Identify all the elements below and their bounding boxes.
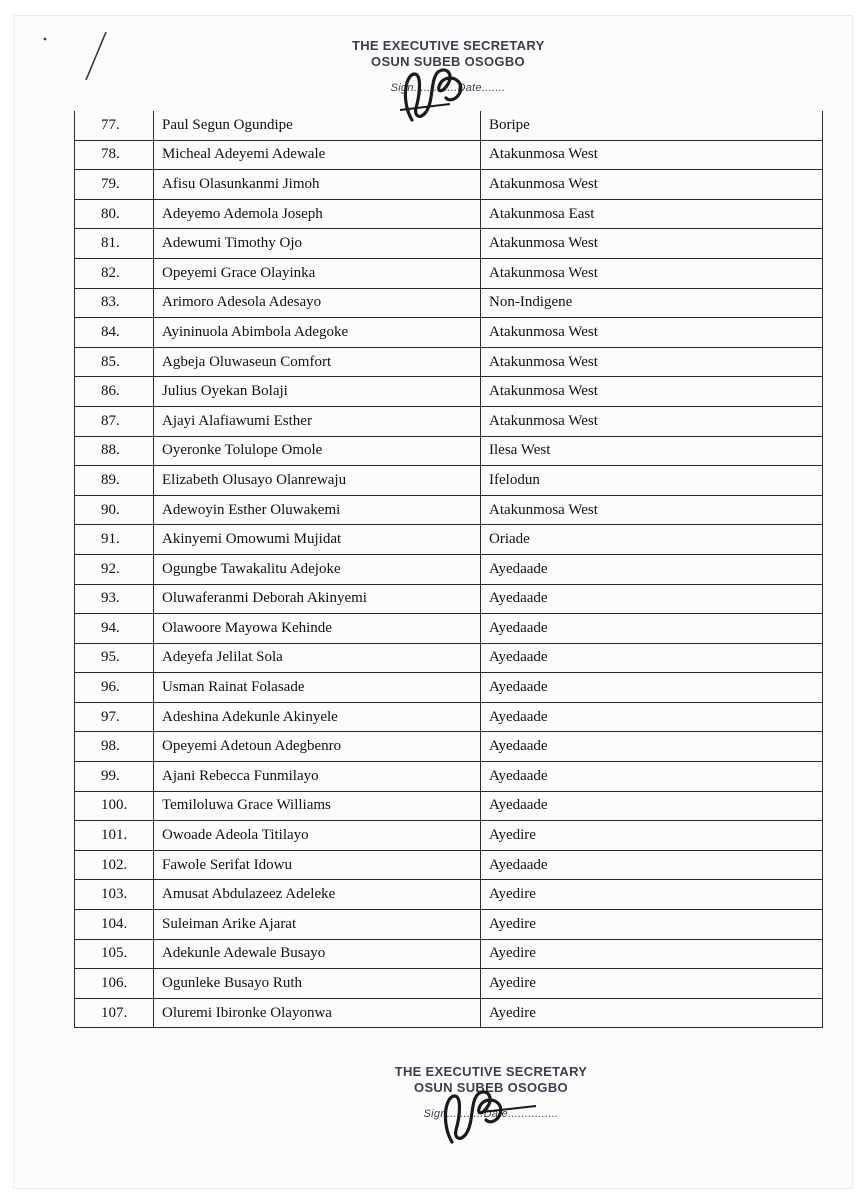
local-government: Ayedire: [481, 821, 823, 851]
table-row: [75, 702, 823, 732]
row-number: 81.: [75, 229, 154, 259]
row-number: 77.: [75, 111, 154, 140]
table-row: [75, 525, 823, 555]
table-row: [75, 229, 823, 259]
local-government: Ayedaade: [481, 702, 823, 732]
table-row: [75, 791, 823, 821]
row-number: 78.: [75, 140, 154, 170]
local-government: Boripe: [481, 111, 823, 140]
local-government: Oriade: [481, 525, 823, 555]
table-row: [75, 732, 823, 762]
person-name: Suleiman Arike Ajarat: [154, 910, 481, 940]
row-number: 86.: [75, 377, 154, 407]
table-row: [75, 821, 823, 851]
local-government: Ilesa West: [481, 436, 823, 466]
local-government: Ayedire: [481, 939, 823, 969]
table-row: [75, 288, 823, 318]
person-name: Ayininuola Abimbola Adegoke: [154, 318, 481, 348]
person-name: Oluwaferanmi Deborah Akinyemi: [154, 584, 481, 614]
table-row: [75, 643, 823, 673]
row-number: 103.: [75, 880, 154, 910]
local-government: Atakunmosa West: [481, 495, 823, 525]
local-government: Atakunmosa West: [481, 258, 823, 288]
person-name: Owoade Adeola Titilayo: [154, 821, 481, 851]
row-number: 89.: [75, 466, 154, 496]
row-number: 88.: [75, 436, 154, 466]
person-name: Temiloluwa Grace Williams: [154, 791, 481, 821]
person-name: Opeyemi Grace Olayinka: [154, 258, 481, 288]
signature-bottom: [432, 1086, 542, 1146]
local-government: Atakunmosa East: [481, 199, 823, 229]
table-row: [75, 318, 823, 348]
local-government: Atakunmosa West: [481, 170, 823, 200]
table-row: [75, 762, 823, 792]
table-row: [75, 584, 823, 614]
table-row: [75, 466, 823, 496]
row-number: 90.: [75, 495, 154, 525]
table-row: [75, 347, 823, 377]
person-name: Ajani Rebecca Funmilayo: [154, 762, 481, 792]
local-government: Ayedaade: [481, 850, 823, 880]
stamp-title: THE EXECUTIVE SECRETARY: [394, 1064, 588, 1079]
person-name: Afisu Olasunkanmi Jimoh: [154, 170, 481, 200]
row-number: 83.: [75, 288, 154, 318]
row-number: 98.: [75, 732, 154, 762]
local-government: Atakunmosa West: [481, 140, 823, 170]
local-government: Atakunmosa West: [481, 347, 823, 377]
local-government: Atakunmosa West: [481, 229, 823, 259]
person-name: Olawoore Mayowa Kehinde: [154, 614, 481, 644]
person-name: Oluremi Ibironke Olayonwa: [154, 998, 481, 1028]
row-number: 102.: [75, 850, 154, 880]
local-government: Ayedire: [481, 880, 823, 910]
person-name: Opeyemi Adetoun Adegbenro: [154, 732, 481, 762]
row-number: 101.: [75, 821, 154, 851]
person-name: Adeyemo Ademola Joseph: [154, 199, 481, 229]
table-row: [75, 910, 823, 940]
table-row: [75, 140, 823, 170]
row-number: 80.: [75, 199, 154, 229]
person-name: Paul Segun Ogundipe: [154, 111, 481, 140]
person-name: Micheal Adeyemi Adewale: [154, 140, 481, 170]
local-government: Ayedaade: [481, 791, 823, 821]
local-government: Ifelodun: [481, 466, 823, 496]
person-name: Adewumi Timothy Ojo: [154, 229, 481, 259]
row-number: 96.: [75, 673, 154, 703]
row-number: 92.: [75, 554, 154, 584]
person-name: Arimoro Adesola Adesayo: [154, 288, 481, 318]
row-number: 93.: [75, 584, 154, 614]
person-name: Akinyemi Omowumi Mujidat: [154, 525, 481, 555]
local-government: Non-Indigene: [481, 288, 823, 318]
stamp-subtitle: OSUN SUBEB OSOGBO: [371, 54, 525, 69]
table-row: [75, 850, 823, 880]
beneficiary-table: [74, 111, 823, 1028]
local-government: Atakunmosa West: [481, 377, 823, 407]
table-row: [75, 377, 823, 407]
table-row: [75, 436, 823, 466]
sign-date-line: Sign...........Date...............: [423, 1108, 559, 1120]
row-number: 105.: [75, 939, 154, 969]
table-row: [75, 495, 823, 525]
person-name: Ajayi Alafiawumi Esther: [154, 406, 481, 436]
local-government: Ayedaade: [481, 554, 823, 584]
table-row: [75, 939, 823, 969]
person-name: Fawole Serifat Idowu: [154, 850, 481, 880]
person-name: Adeyefa Jelilat Sola: [154, 643, 481, 673]
table-row: [75, 880, 823, 910]
table-row: [75, 406, 823, 436]
local-government: Ayedire: [481, 910, 823, 940]
row-number: 85.: [75, 347, 154, 377]
row-number: 82.: [75, 258, 154, 288]
person-name: Julius Oyekan Bolaji: [154, 377, 481, 407]
row-number: 84.: [75, 318, 154, 348]
table-row: [75, 614, 823, 644]
person-name: Agbeja Oluwaseun Comfort: [154, 347, 481, 377]
table-row: [75, 170, 823, 200]
local-government: Ayedaade: [481, 584, 823, 614]
local-government: Ayedaade: [481, 614, 823, 644]
local-government: Ayedaade: [481, 643, 823, 673]
small-dot-mark: [40, 34, 50, 44]
person-name: Adeshina Adekunle Akinyele: [154, 702, 481, 732]
local-government: Atakunmosa West: [481, 318, 823, 348]
row-number: 100.: [75, 791, 154, 821]
row-number: 106.: [75, 969, 154, 999]
person-name: Ogunleke Busayo Ruth: [154, 969, 481, 999]
person-name: Adekunle Adewale Busayo: [154, 939, 481, 969]
local-government: Ayedaade: [481, 732, 823, 762]
row-number: 87.: [75, 406, 154, 436]
local-government: Ayedaade: [481, 762, 823, 792]
row-number: 95.: [75, 643, 154, 673]
pen-stroke-mark: [78, 28, 118, 88]
table-row: [75, 199, 823, 229]
row-number: 107.: [75, 998, 154, 1028]
row-number: 94.: [75, 614, 154, 644]
table-row: [75, 258, 823, 288]
person-name: Adewoyin Esther Oluwakemi: [154, 495, 481, 525]
local-government: Ayedaade: [481, 673, 823, 703]
person-name: Amusat Abdulazeez Adeleke: [154, 880, 481, 910]
row-number: 91.: [75, 525, 154, 555]
stamp-subtitle: OSUN SUBEB OSOGBO: [414, 1080, 568, 1095]
local-government: Ayedire: [481, 969, 823, 999]
table-row: [75, 969, 823, 999]
row-number: 97.: [75, 702, 154, 732]
table-row: [75, 111, 823, 140]
local-government: Ayedire: [481, 998, 823, 1028]
row-number: 99.: [75, 762, 154, 792]
person-name: Oyeronke Tolulope Omole: [154, 436, 481, 466]
person-name: Ogungbe Tawakalitu Adejoke: [154, 554, 481, 584]
table-row: [75, 554, 823, 584]
sign-date-line: Sign.............Date.......: [390, 82, 506, 94]
local-government: Atakunmosa West: [481, 406, 823, 436]
table-row: [75, 673, 823, 703]
table-row: [75, 998, 823, 1028]
person-name: Elizabeth Olusayo Olanrewaju: [154, 466, 481, 496]
person-name: Usman Rainat Folasade: [154, 673, 481, 703]
stamp-title: THE EXECUTIVE SECRETARY: [352, 38, 545, 53]
row-number: 104.: [75, 910, 154, 940]
row-number: 79.: [75, 170, 154, 200]
